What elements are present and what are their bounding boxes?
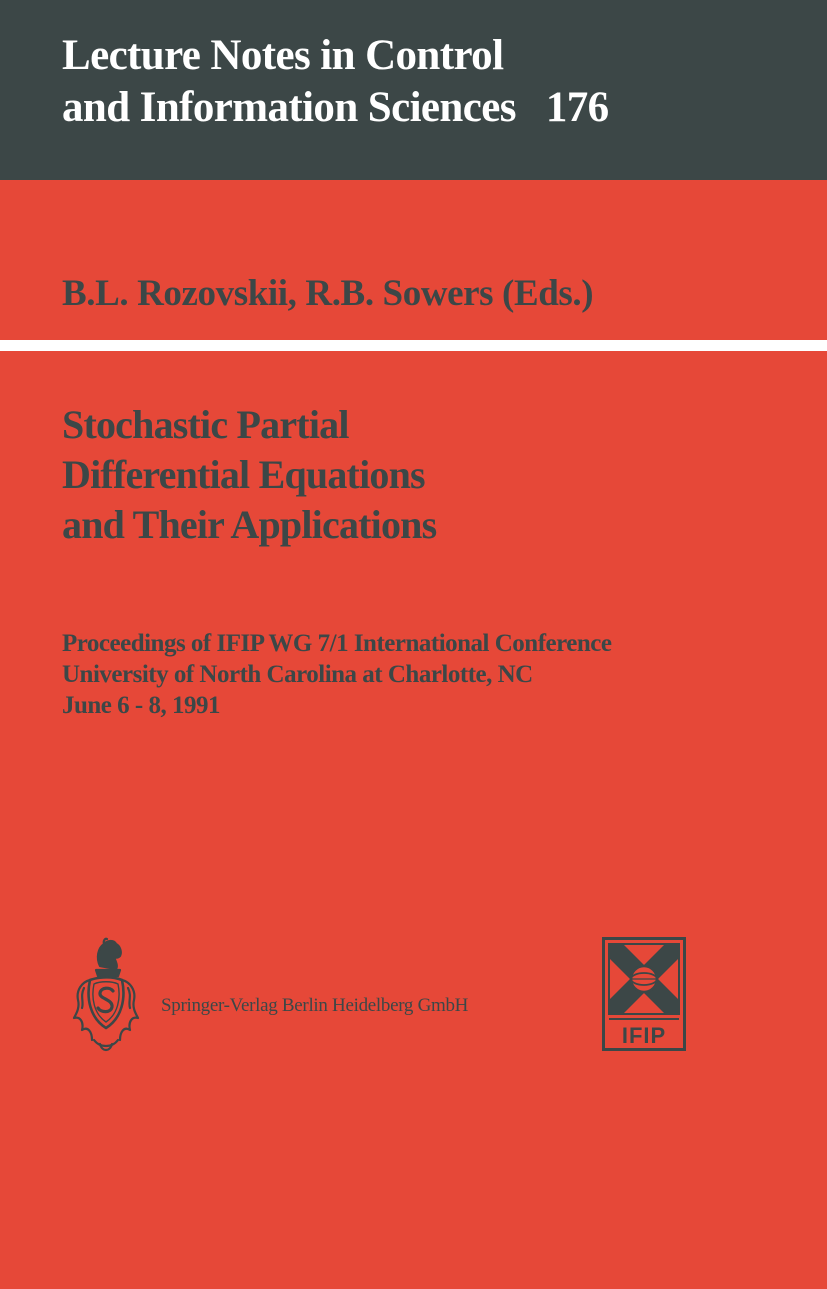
- springer-knight-icon: [70, 936, 142, 1058]
- editors: B.L. Rozovskii, R.B. Sowers (Eds.): [62, 273, 594, 314]
- book-title: [62, 400, 436, 550]
- series-title-line-2: [62, 82, 609, 134]
- series-title-line-1: Lecture Notes in Control: [62, 32, 504, 79]
- book-title-line-3: and Their Applications: [62, 502, 437, 547]
- ifip-logo-text: IFIP: [621, 1023, 667, 1048]
- book-title-line-2: Differential Equations: [62, 452, 425, 497]
- series-volume-number: 176: [545, 84, 609, 131]
- series-title-line-2-text: and Information Sciences: [62, 84, 516, 131]
- subtitle-line-1: Proceedings of IFIP WG 7/1 International Conference: [62, 630, 612, 657]
- book-subtitle: [62, 628, 611, 721]
- divider: [0, 340, 827, 351]
- publisher-name: Springer-Verlag Berlin Heidelberg GmbH: [161, 995, 469, 1016]
- ifip-emblem-icon: [602, 937, 686, 1051]
- subtitle-line-2: University of North Carolina at Charlotte, NC: [62, 661, 533, 688]
- book-title-line-1: Stochastic Partial: [62, 402, 349, 447]
- subtitle-line-3: June 6 - 8, 1991: [62, 692, 220, 719]
- series-band: [0, 0, 827, 180]
- series-title: [62, 30, 609, 134]
